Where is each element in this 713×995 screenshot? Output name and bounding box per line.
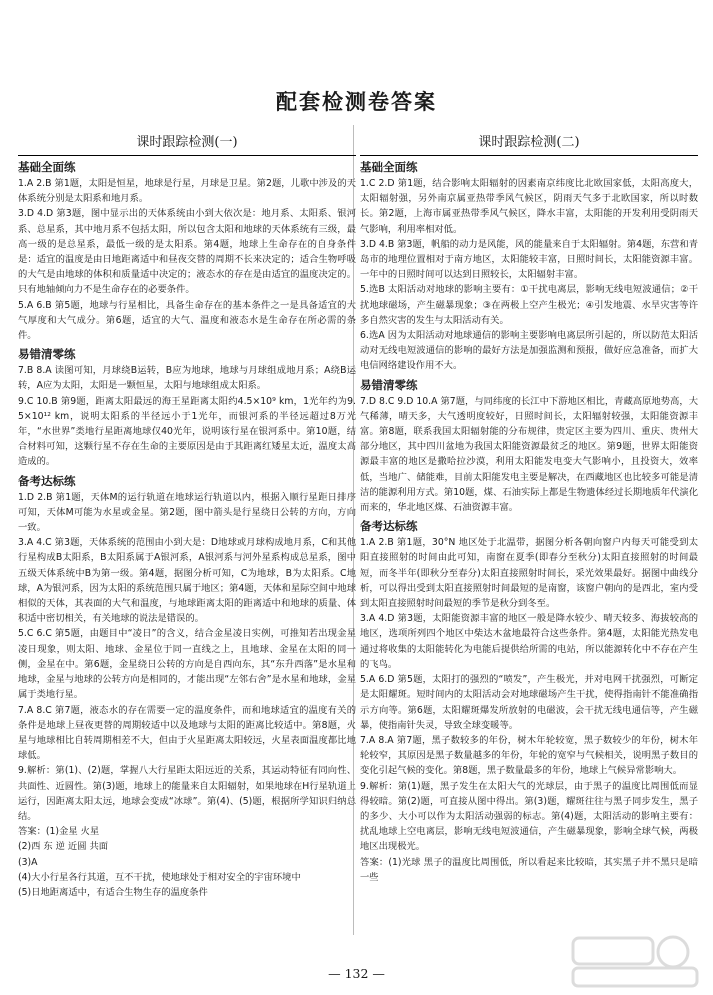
section-heading: 基础全面练 [360, 160, 418, 174]
answer-paragraph: (2)西 东 逆 近圆 共面 [18, 841, 109, 853]
section-heading: 备考达标练 [18, 473, 76, 488]
section-heading: 易错清零练 [18, 347, 76, 362]
answer-paragraph: (4)大小行星各行其道，互不干扰，使地球处于相对安全的宇宙环境中 [18, 871, 301, 883]
answer-paragraph: 5.A 6.B 第5题，地球与行星相比，具备生命存在的基本条件之一是具备适宜的大气厚度和大气成分。第6题，适宜的大气、温度和液态水是生命存在所必需的条件。 [18, 299, 356, 342]
left-column [18, 125, 356, 955]
answer-paragraph: 3.D 4.D 第3题，图中显示出的天体系统由小到大依次是：地月系、太阳系、银河系、总星系，其中地月系不包括太阳，所以包含太阳和地球的天体系统有三级，最高一级的是总星系，最低一级的是太阳系。第4题，地球上生命存在的自身条件是：适宜的温度是由日地距离适中和昼夜交替的周期不长来决定的；适合生物呼吸的大气是由地球的体积和质量适中决定的；液态水的存在是由适宜的温度决定的。只有地轴倾向力不是生命存在的必要条件。 [18, 208, 356, 296]
answer-paragraph: 9.解析：第(1)题，黑子发生在太阳大气的光球层，由于黑子的温度比周围低而显得较暗。第(2)题，可直接从图中得出。第(3)题，耀斑往往与黑子同步发生，黑子的多少、大小可以作为太阳活动强弱的标志。第(4)题，太阳活动的影响主要有：扰乱地球上空电离层，影响无线电短波通信，产生磁暴现象，影响全球气候，两极地区出现极光。 [360, 780, 698, 853]
answer-paragraph: 7.D 8.C 9.D 10.A 第7题，与同纬度的长江中下游地区相比，青藏高原地势高，大气稀薄，晴天多，大气透明度较好，日照时间长，太阳辐射较强，太阳能资源丰富。第8题，联系我国太阳辐射能的分布规律，贵定区主要为四川、重庆、贵州大部分地区，其中四川盆地为我国太阳能资源最贫乏的地区。第9题，世界太阳能资源最丰富的地区是撒哈拉沙漠，利用太阳能发电变大气影响小，且投资大，效率低，当地广、储能难，目前太阳能发电主要是解决，在西藏地区也比较多可能是清洁的能源利用方式。第10题，煤、石油实际上都是生物遗体经过长期地质年代演化而来的，华北地区煤、石油资源丰富。 [360, 395, 698, 514]
answer-paragraph: 3.D 4.B 第3题，帆船的动力是风能，风的能量来自于太阳辐射。第4题，东营和青岛市的地理位置相对于南方地区，太阳能较丰富，日照时间长，太阳能资源丰富。一年中的日照时间可以达到日照较长，太阳辐射丰富。 [360, 238, 698, 281]
answer-paragraph: 7.A 8.C 第7题，液态水的存在需要一定的温度条件，而和地球适宜的温度有关的条件是地球上昼夜更替的周期较适中以及地球与太阳的距离比较适中。第8题，火星与地球相比自转周期相差不大，但由于火星距离太阳较远，火星表面温度都比地球低。 [18, 704, 356, 762]
section-heading: 易错清零练 [360, 377, 418, 392]
answer-paragraph: 1.C 2.D 第1题，结合影响太阳辐射的因素南京纬度比北欧国家低，太阳高度大，太阳辐射强，另外南京属亚热带季风气候区，阴雨天气多于北欧国家，所以时数长。第2题，上海市属亚热带季风气候区，降水丰富，太阳能的开发利用受阴雨天气影响，利用率相对低。 [360, 178, 698, 235]
right-column [360, 125, 698, 955]
watermark-logo [565, 930, 705, 990]
answer-paragraph: 6.选A 因为太阳活动对地球通信的影响主要影响电离层所引起的，所以防范太阳活动对无线电短波通信的影响的最好方法是加强监测和预报，做好应急准备，而扩大电信网络建设作用不大。 [360, 330, 698, 372]
page-number: — 132 — [328, 966, 385, 981]
answer-paragraph: 5.选B 太阳活动对地球的影响主要有：①干扰电离层，影响无线电短波通信；②干扰地球磁场，产生磁暴现象；③在两极上空产生极光；④引发地震、水旱灾害等许多自然灾害的发生与太阳活动有关。 [360, 284, 698, 326]
page-title: 配套检测卷答案 [276, 89, 437, 114]
answer-paragraph: 1.D 2.B 第1题，天体M的运行轨道在地球运行轨道以内，根据入顺行星距日排序可知，天体M可能为水星或金星。第2题，图中箭头是行星绕日公转的方向，方向一致。 [18, 491, 356, 534]
right-column-title: 课时跟踪检测(二) [360, 125, 698, 156]
answer-paragraph: 5.C 6.C 第5题，由题目中“凌日”的含义，结合金星凌日实例，可推知若出现金星凌日现象，则太阳、地球、金星位于同一直线之上，且地球、金星在太阳的同一侧，金星在中。第6题，金星绕日公转的方向是自西向东，其“东升西落”是水星和地球，金星与地球的公转方向是相同的，才能出现“左邻右舍”是水星和地球，金星属于类地行星。 [18, 628, 356, 701]
answer-paragraph: 1.A 2.B 第1题，30°N 地区处于北温带，据图分析各朝向窗户内每天可能受到太阳直接照射的时间由此可知，南窗在夏季(即春分至秋分)太阳直接照射的时间最短，而冬半年(即秋分至春分)太阳直接照射时间长，采光效果最好。据图中曲线分析，可以得出受到太阳直接照射时间最短的是南窗，该窗户朝向的是西北，室内受到太阳直接照射时间最短的季节是秋分到冬至。 [360, 537, 698, 610]
answer-paragraph: 5.A 6.D 第5题，太阳打的强烈的“喷发”，产生极光，并对电网干扰强烈，可断定是太阳耀斑。短时间内的太阳活动会对地球磁场产生干扰，使得指南针不能准确指示方向等。第6题，太阳耀斑爆发所放射的电磁波，会干扰无线电通信等，产生磁暴，使指南针失灵，导致全球变暖等。 [360, 674, 698, 731]
answer-paragraph: 答案：(1)光球 黑子的温度比周围低，所以看起来比较暗，其实黑子并不黑只是暗一些 [360, 856, 698, 883]
answer-paragraph: 1.A 2.B 第1题，太阳是恒星，地球是行星，月球是卫星。第2题，儿歌中涉及的天体系统分别是太阳系和地月系。 [18, 178, 356, 205]
left-column-title: 课时跟踪检测(一) [18, 125, 356, 156]
section-heading: 备考达标练 [360, 519, 418, 534]
answer-paragraph: 答案：(1)金星 火星 [18, 826, 100, 838]
answer-paragraph: 9.解析：第(1)、(2)题，掌握八大行星距太阳远近的关系，其运动特征有同向性、共面性、近圆性。第(3)题，地球上的能量来自太阳辐射，如果地球在H行星轨道上运行，因距离太阳太远，地球会变成“冰球”。第(4)、(5)题，根据所学知识归纳总结。 [18, 765, 356, 822]
section-heading: 基础全面练 [18, 160, 76, 174]
answer-paragraph: 9.C 10.B 第9题，距离太阳最远的海王星距离太阳约4.5×10⁹ km，1光年约为9.5×10¹² km，说明太阳系的半径远小于1光年，而银河系的半径远超过8万光年，“水世界”类地行星距离地球仅40光年，说明该行星在银河系中。第10题，结合材料可知，这颗行星不存在生命的主要原因是由于其距离红矮星太近，温度太高造成的。 [18, 395, 356, 468]
answer-paragraph: 7.B 8.A 读图可知，月球绕B运转，B应为地球，地球与月球组成地月系；A绕B运转，A应为太阳，太阳是一颗恒星，太阳与地球组成太阳系。 [18, 365, 356, 392]
answer-paragraph: 7.A 8.A 第7题，黑子数较多的年份，树木年轮较宽，黑子数较少的年份，树木年轮较窄，其原因是黑子数量越多的年份，年轮的宽窄与气候相关，说明黑子数目的变化引起气候的变化。第8题，黑子数量最多的年份，地球上气候异常影响大。 [360, 734, 698, 777]
answer-paragraph: (5)日地距离适中，有适合生物生存的温度条件 [18, 886, 208, 898]
answer-paragraph: 3.A 4.D 第3题，太阳能资源丰富的地区一般是降水较少、晴天较多、海拔较高的地区，选项所列四个地区中柴达木盆地最符合这些条件。第4题，太阳能光热发电通过将收集的太阳能转化为电能后提供给所需的电站，所以能源转化中不存在产生的飞鸟。 [360, 613, 698, 670]
answer-paragraph: 3.A 4.C 第3题，天体系统的范围由小到大是：D地球或月球构成地月系，C和其他行星构成B太阳系，B太阳系属于A银河系，A银河系与河外星系构成总星系，图中五级天体系统中B为第一级。第4题，据图分析可知，C为地球，B为太阳系。C地球，A为银河系，因为太阳的系统范围只属于地区；第4题，天体和星际空间中地球相似的天体，其表面的大气和温度，与地球距离太阳的距离适中和地球的质量、体积适中密切相关，有关地球的说法是错误的。 [18, 537, 356, 625]
answer-paragraph: (3)A [18, 856, 38, 868]
